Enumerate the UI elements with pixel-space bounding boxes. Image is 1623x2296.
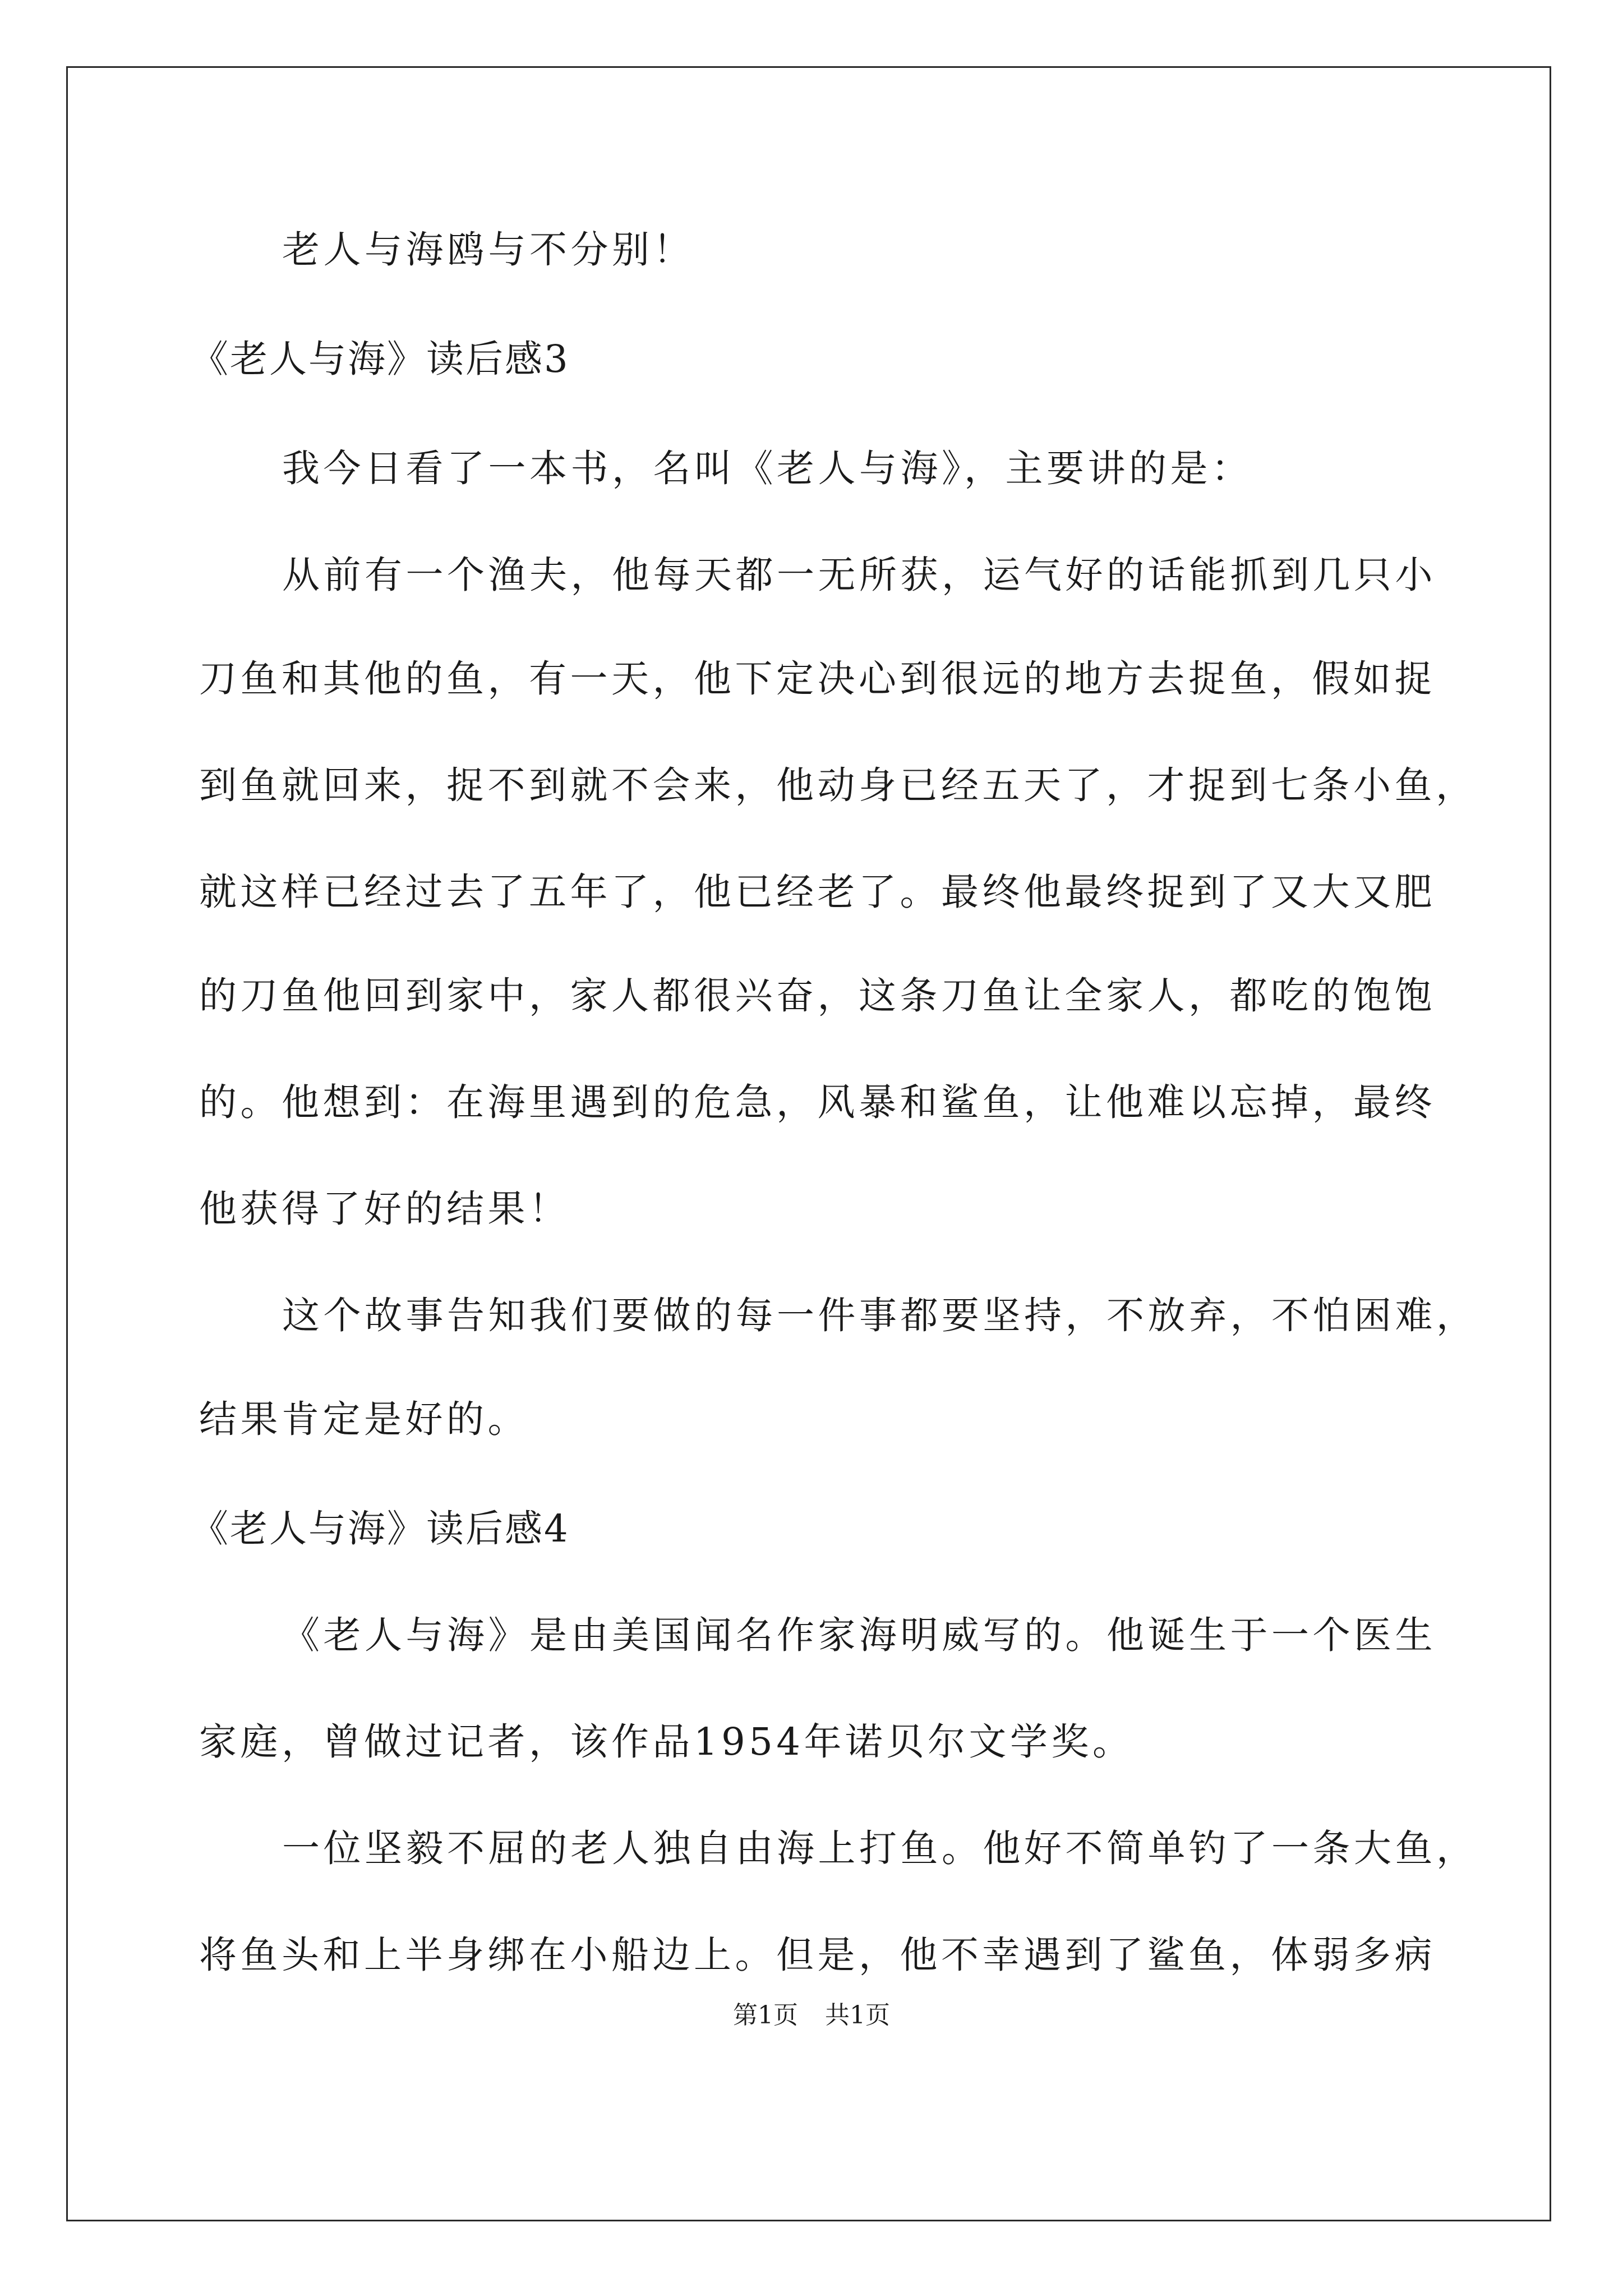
page-footer [0,1999,1623,2032]
body-line: 就这样已经过去了五年了，他已经老了。最终他最终捉到了又大又肥 [199,870,1436,914]
body-line: 到鱼就回来，捉不到就不会来，他动身已经五天了，才捉到七条小鱼， [199,763,1477,807]
body-line: 结果肯定是好的。 [199,1397,529,1441]
body-line: 他获得了好的结果！ [199,1187,570,1231]
body-line: 老人与海鸥与不分别！ [282,228,694,272]
body-line: 我今日看了一本书，名叫《老人与海》，主要讲的是： [282,447,1253,490]
body-line: 的。他想到：在海里遇到的危急，风暴和鲨鱼，让他难以忘掉，最终 [199,1080,1436,1124]
body-line: 从前有一个渔夫，他每天都一无所获，运气好的话能抓到几只小 [282,553,1436,597]
body-line: 一位坚毅不屈的老人独自由海上打鱼。他好不简单钓了一条大鱼， [282,1826,1478,1870]
body-line: 《老人与海》是由美国闻名作家海明威写的。他诞生于一个医生 [282,1613,1436,1657]
page-border [66,66,1551,2221]
section-heading: 《老人与海》读后感3 [191,337,570,381]
page-total: 共1页 [825,2001,890,2030]
body-line: 家庭，曾做过记者，该作品1954年诺贝尔文学奖。 [199,1720,1134,1764]
body-line: 将鱼头和上半身绑在小船边上。但是，他不幸遇到了鲨鱼，体弱多病 [199,1933,1436,1977]
body-line: 的刀鱼他回到家中，家人都很兴奋，这条刀鱼让全家人，都吃的饱饱 [199,974,1436,1018]
body-line: 这个故事告知我们要做的每一件事都要坚持，不放弃，不怕困难， [282,1294,1478,1337]
section-heading: 《老人与海》读后感4 [191,1507,570,1550]
body-line: 刀鱼和其他的鱼，有一天，他下定决心到很远的地方去捉鱼，假如捉 [199,657,1436,701]
page-number: 第1页 [733,2001,798,2030]
